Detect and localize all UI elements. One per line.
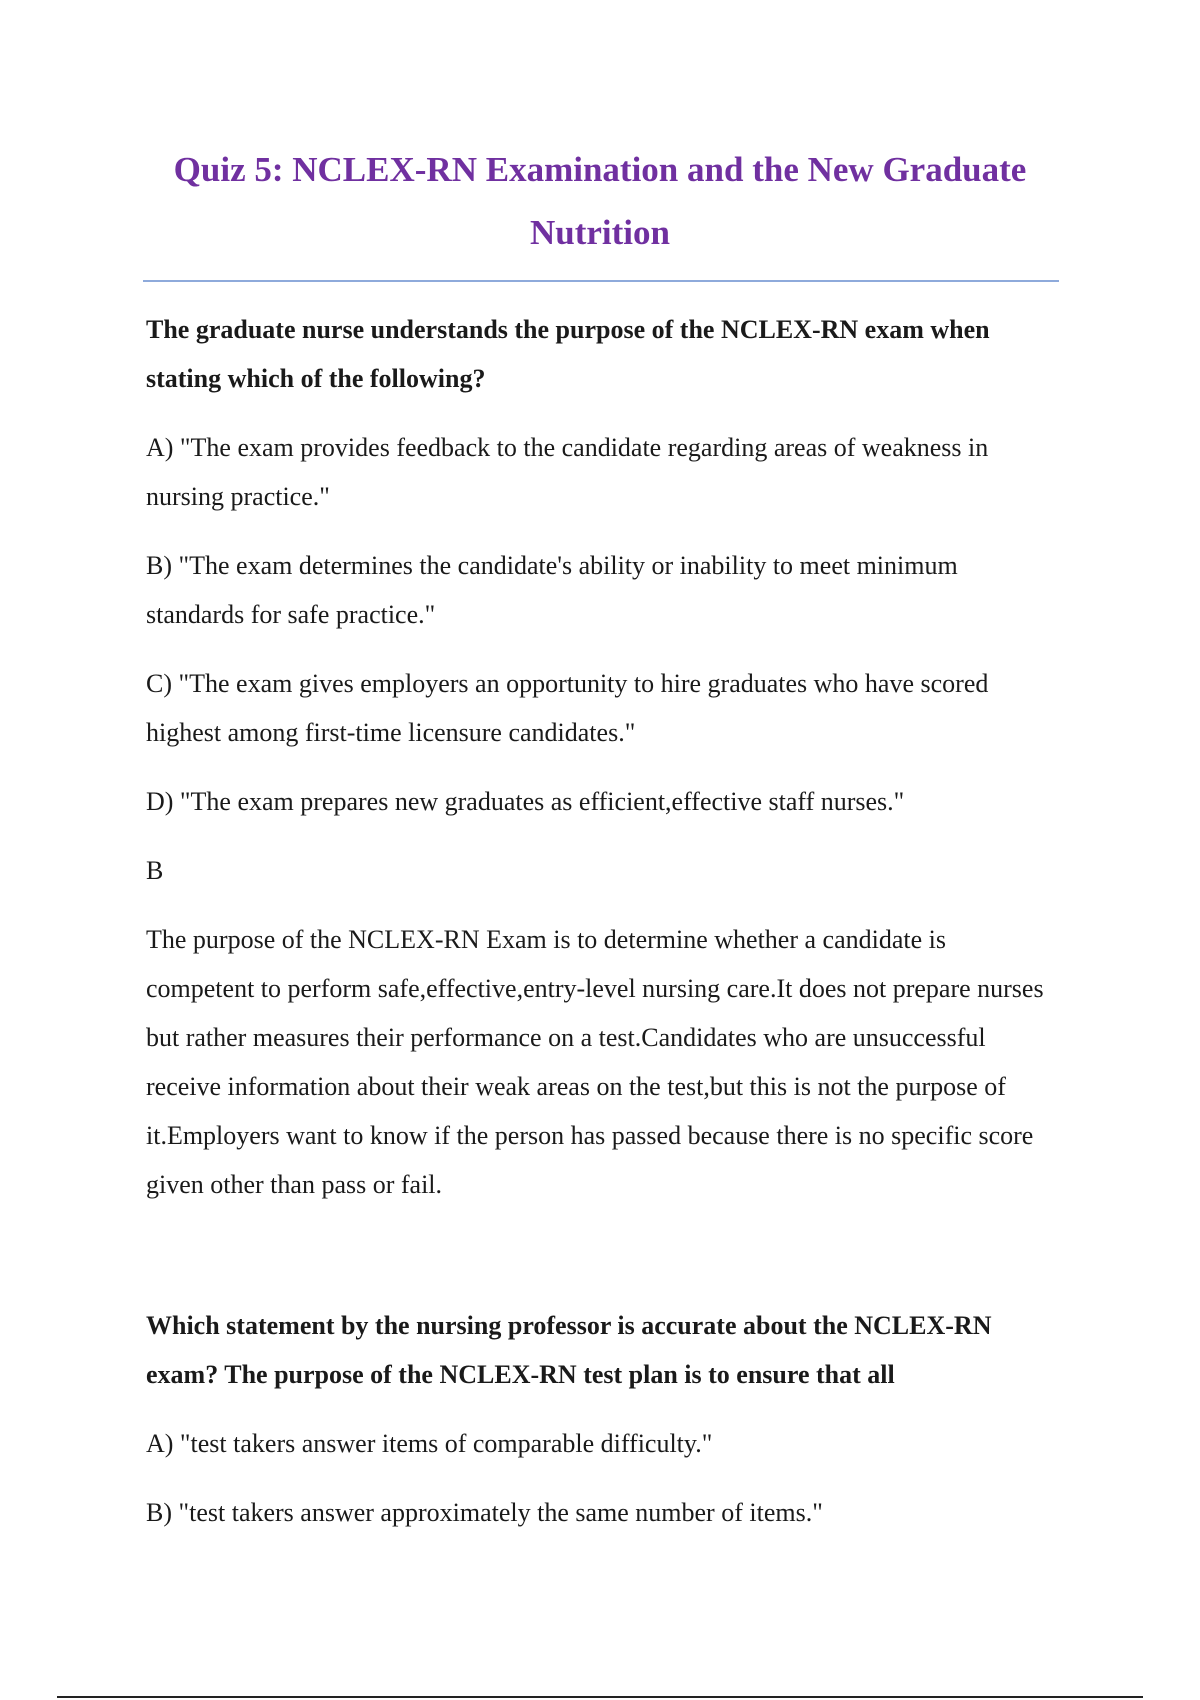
footer-divider bbox=[57, 1696, 1143, 1698]
question-1-option-b: B) "The exam determines the candidate's ability or inability to meet minimum standards for safe practice." bbox=[146, 551, 958, 629]
question-2 bbox=[146, 1301, 1046, 1537]
question-1 bbox=[146, 305, 1046, 1209]
question-1-answer: B bbox=[146, 856, 164, 885]
quiz-content bbox=[146, 305, 1046, 1557]
page-title-line-2: Nutrition bbox=[530, 213, 670, 252]
question-2-stem: Which statement by the nursing professor is accurate about the NCLEX-RN exam? The purpose of the NCLEX-RN test plan is to ensure that all bbox=[146, 1311, 992, 1389]
question-1-option-a: A) "The exam provides feedback to the candidate regarding areas of weakness in nursing practice." bbox=[146, 433, 989, 511]
page-title bbox=[130, 138, 1070, 264]
question-1-stem: The graduate nurse understands the purpose of the NCLEX-RN exam when stating which of the following? bbox=[146, 315, 990, 393]
page-title-line-1: Quiz 5: NCLEX-RN Examination and the New Graduate bbox=[173, 150, 1027, 189]
question-2-option-a: A) "test takers answer items of comparable difficulty." bbox=[146, 1429, 713, 1458]
question-1-rationale: The purpose of the NCLEX-RN Exam is to determine whether a candidate is competent to perform safe,effective,entry-level nursing care.It does not prepare nurses but rather measures their performance on a test.Candidates who are unsuccessful receive information about their weak areas on the test,but this is not the purpose of it.Employers want to know if the person has passed because there is no specific score given other than pass or fail. bbox=[146, 925, 1044, 1199]
title-divider bbox=[143, 280, 1059, 282]
question-2-option-b: B) "test takers answer approximately the same number of items." bbox=[146, 1498, 823, 1527]
question-1-option-c: C) "The exam gives employers an opportunity to hire graduates who have scored highest among first-time licensure candidates." bbox=[146, 669, 989, 747]
question-1-option-d: D) "The exam prepares new graduates as efficient,effective staff nurses." bbox=[146, 787, 905, 816]
